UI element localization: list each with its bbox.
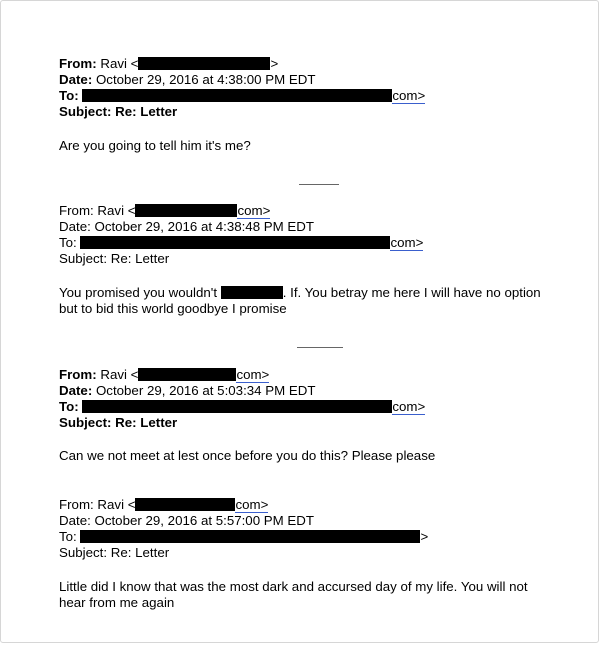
to-label: To: <box>59 399 79 414</box>
email-header-1 <box>59 56 589 120</box>
body-text-line2: hear from me again <box>59 595 175 610</box>
date-line <box>59 383 589 399</box>
from-line <box>59 367 589 383</box>
subject-label: Subject: <box>59 104 112 119</box>
subject-line <box>59 251 589 267</box>
subject-line <box>59 415 589 431</box>
redaction-bar <box>138 57 270 70</box>
from-line <box>59 56 589 72</box>
from-name: Ravi < <box>100 367 139 382</box>
redaction-bar <box>135 498 235 511</box>
body-text-part2: . If. You betray me here I will have no option <box>282 285 541 300</box>
subject-value: Re: Letter <box>110 251 170 266</box>
email-header-2 <box>59 203 589 267</box>
to-line <box>59 529 589 545</box>
email-body-2 <box>59 285 589 317</box>
from-line <box>59 203 589 219</box>
subject-value: Re: Letter <box>110 545 170 560</box>
email-header-3 <box>59 367 589 431</box>
from-label: From: <box>59 203 94 218</box>
subject-line <box>59 545 589 561</box>
to-suffix: com> <box>392 399 426 414</box>
from-line <box>59 497 589 513</box>
date-label: Date: <box>59 383 93 398</box>
redaction-bar <box>80 530 420 543</box>
from-name: Ravi < <box>100 56 139 71</box>
email-body-4 <box>59 579 589 611</box>
date-value: October 29, 2016 at 4:38:00 PM EDT <box>95 72 316 87</box>
email-body-3: Can we not meet at lest once before you do this? Please please <box>59 448 436 463</box>
from-name: Ravi < <box>97 497 136 512</box>
subject-value: Re: Letter <box>115 104 178 119</box>
from-label: From: <box>59 497 94 512</box>
separator-line <box>299 184 339 185</box>
from-label: From: <box>59 367 97 382</box>
to-label: To: <box>59 529 77 544</box>
redaction-bar <box>80 236 390 249</box>
redaction-bar <box>135 204 237 217</box>
email-header-4 <box>59 497 589 561</box>
to-label: To: <box>59 235 77 250</box>
subject-label: Subject: <box>59 415 112 430</box>
email-body-1: Are you going to tell him it's me? <box>59 138 251 153</box>
from-suffix: > <box>270 56 279 71</box>
date-value: October 29, 2016 at 5:57:00 PM EDT <box>94 513 315 528</box>
redaction-bar <box>138 368 236 381</box>
from-name: Ravi < <box>97 203 136 218</box>
from-suffix: com> <box>235 497 269 512</box>
to-line <box>59 235 589 251</box>
from-label: From: <box>59 56 97 71</box>
body-text-line2: but to bid this world goodbye I promise <box>59 301 287 316</box>
date-label: Date: <box>59 513 91 528</box>
subject-value: Re: Letter <box>115 415 178 430</box>
date-line <box>59 513 589 529</box>
redaction-bar <box>221 286 283 299</box>
from-suffix: com> <box>236 367 270 382</box>
date-value: October 29, 2016 at 4:38:48 PM EDT <box>94 219 315 234</box>
subject-label: Subject: <box>59 545 108 560</box>
body-text-line1: Little did I know that was the most dark and accursed day of my life. You will not <box>59 579 528 594</box>
to-line <box>59 399 589 415</box>
from-suffix: com> <box>237 203 271 218</box>
date-label: Date: <box>59 219 91 234</box>
date-line <box>59 72 589 88</box>
to-label: To: <box>59 88 79 103</box>
date-label: Date: <box>59 72 93 87</box>
subject-line <box>59 104 589 120</box>
to-suffix: com> <box>392 88 426 103</box>
to-suffix: > <box>420 529 429 544</box>
to-suffix: com> <box>390 235 424 250</box>
separator-line <box>297 347 343 348</box>
redaction-bar <box>82 89 392 102</box>
redaction-bar <box>82 400 392 413</box>
subject-label: Subject: <box>59 251 108 266</box>
date-value: October 29, 2016 at 5:03:34 PM EDT <box>95 383 316 398</box>
date-line <box>59 219 589 235</box>
body-text-part1: You promised you wouldn't <box>59 285 218 300</box>
to-line <box>59 88 589 104</box>
